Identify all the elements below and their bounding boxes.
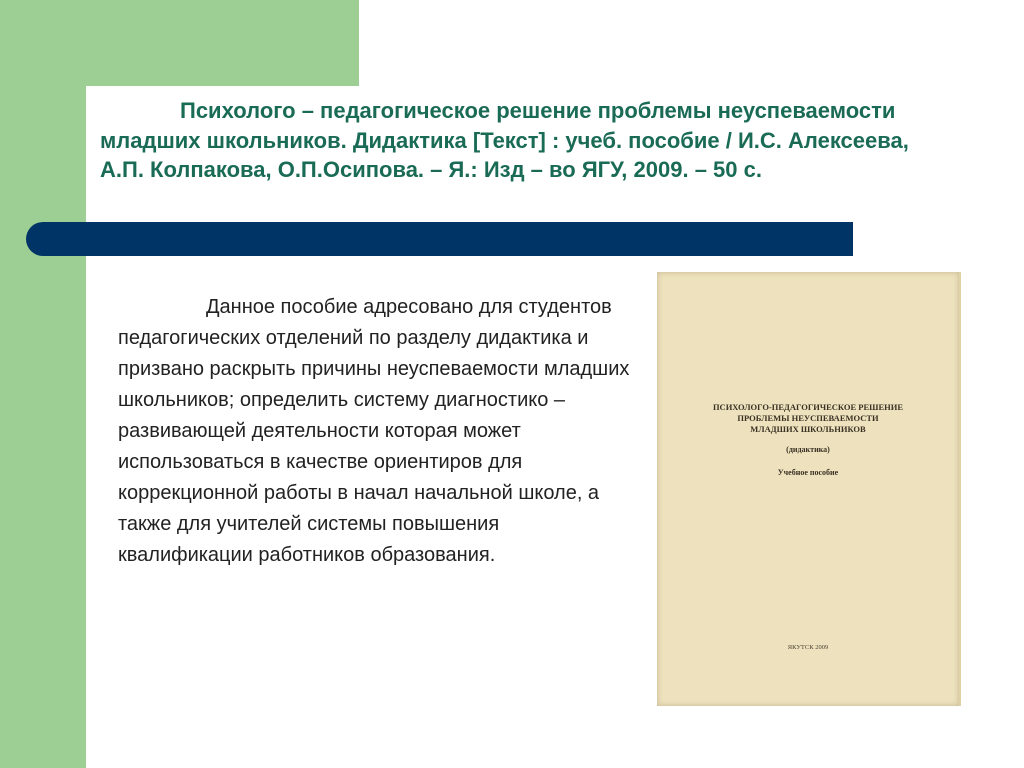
book-cover-title-line: МЛАДШИХ ШКОЛЬНИКОВ [750,424,866,434]
book-cover-title [657,402,959,435]
book-cover-subtitle: (дидактика) [786,445,830,454]
green-top-band [0,0,359,86]
slide-title: Психолого – педагогическое решение проблемы неуспеваемости младших школьников. Дидактика [Текст] : учеб. пособие / И.С. Алексеева, А.П. Колпакова, О.П.Осипова. – Я.: Изд – во ЯГУ, 2009. – 50 с. [100,98,909,182]
book-cover-title-line: ПРОБЛЕМЫ НЕУСПЕВАЕМОСТИ [737,413,879,423]
book-cover-place-year: ЯКУТСК 2009 [787,644,829,651]
book-cover-kind: Учебное пособие [777,468,839,477]
book-cover-image [657,272,961,706]
book-cover-title-line: ПСИХОЛОГО-ПЕДАГОГИЧЕСКОЕ РЕШЕНИЕ [712,402,904,412]
green-side-band [0,0,86,768]
slide-body-text: Данное пособие адресовано для студентов педагогических отделений по разделу дидактика и призвано раскрыть причины неуспеваемости младших школьников; определить систему диагностико – развивающей деятельности которая может использоваться в качестве ориентиров для коррекционной работы в начал начальной школе, а также для учителей системы повышения квалификации работников образования. [118,296,630,566]
navy-divider-bar [26,222,853,256]
